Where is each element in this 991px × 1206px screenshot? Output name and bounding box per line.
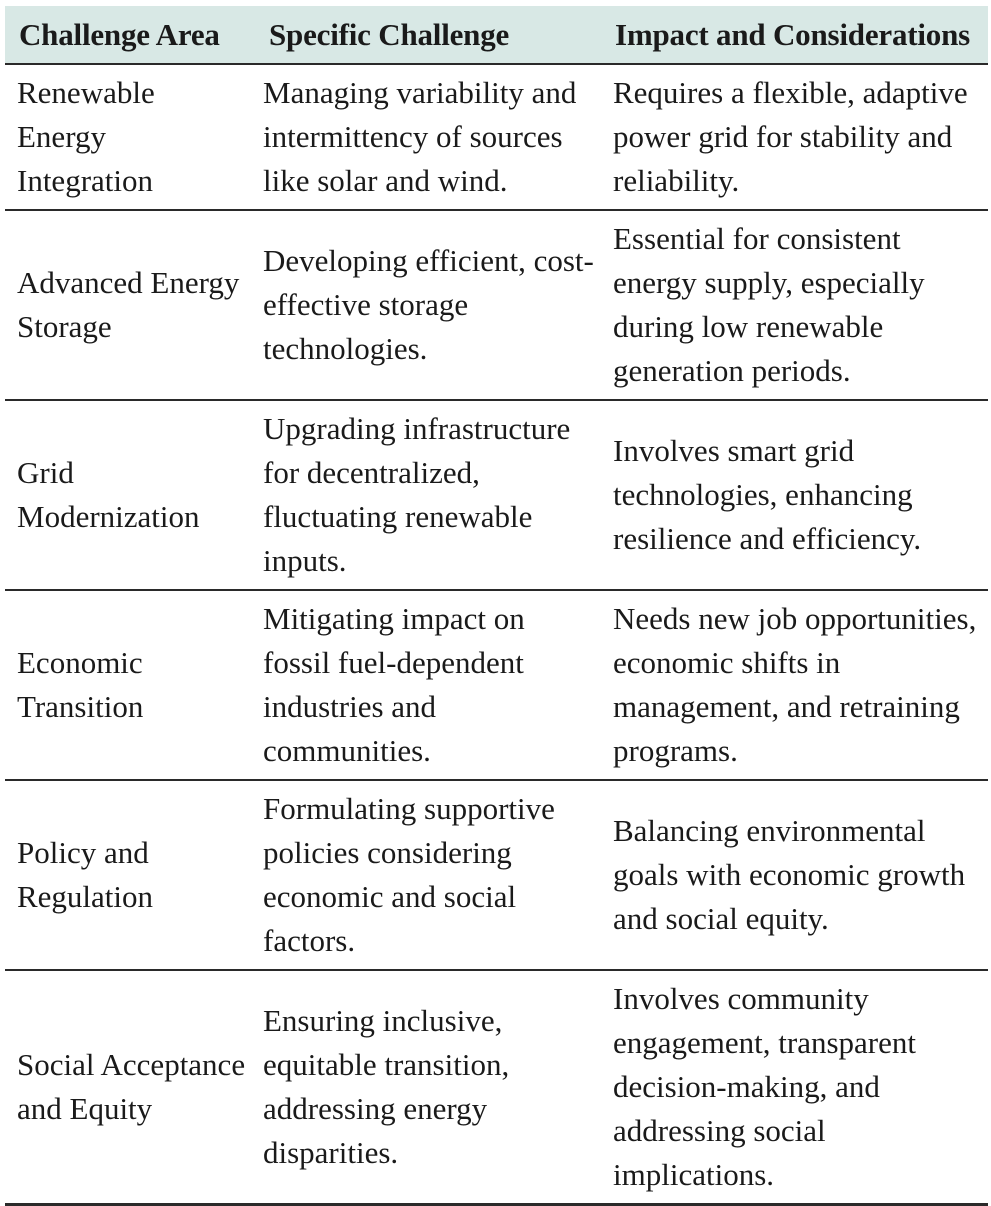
cell-impact: Requires a flexible, adaptive power grid for stability and reliability. — [605, 64, 988, 210]
challenges-table — [5, 6, 988, 1206]
table-row — [5, 780, 988, 970]
cell-impact: Needs new job opportunities, economic shifts in management, and retraining programs. — [605, 590, 988, 780]
table-row — [5, 970, 988, 1205]
cell-specific-challenge: Upgrading infrastructure for decentralized, fluctuating renewable inputs. — [255, 400, 605, 590]
cell-specific-challenge: Developing efficient, cost-effective storage technologies. — [255, 210, 605, 400]
cell-specific-challenge: Managing variability and intermittency of sources like solar and wind. — [255, 64, 605, 210]
cell-impact: Involves smart grid technologies, enhancing resilience and efficiency. — [605, 400, 988, 590]
cell-specific-challenge: Formulating supportive policies considering economic and social factors. — [255, 780, 605, 970]
cell-challenge-area: Social Acceptance and Equity — [5, 970, 255, 1205]
cell-challenge-area: Advanced Energy Storage — [5, 210, 255, 400]
cell-impact: Balancing environmental goals with economic growth and social equity. — [605, 780, 988, 970]
cell-impact: Essential for consistent energy supply, especially during low renewable generation periods. — [605, 210, 988, 400]
cell-challenge-area: Grid Modernization — [5, 400, 255, 590]
table-row — [5, 400, 988, 590]
cell-specific-challenge: Mitigating impact on fossil fuel-dependent industries and communities. — [255, 590, 605, 780]
cell-impact: Involves community engagement, transparent decision-making, and addressing social implications. — [605, 970, 988, 1205]
header-row — [5, 6, 988, 64]
cell-challenge-area: Renewable Energy Integration — [5, 64, 255, 210]
header-impact-considerations: Impact and Considerations — [605, 6, 988, 64]
table-header — [5, 6, 988, 64]
cell-challenge-area: Policy and Regulation — [5, 780, 255, 970]
table-row — [5, 64, 988, 210]
cell-specific-challenge: Ensuring inclusive, equitable transition, addressing energy disparities. — [255, 970, 605, 1205]
cell-challenge-area: Economic Transition — [5, 590, 255, 780]
table-body — [5, 64, 988, 1205]
header-specific-challenge: Specific Challenge — [255, 6, 605, 64]
challenges-table-container — [5, 6, 988, 1206]
table-row — [5, 210, 988, 400]
table-row — [5, 590, 988, 780]
header-challenge-area: Challenge Area — [5, 6, 255, 64]
